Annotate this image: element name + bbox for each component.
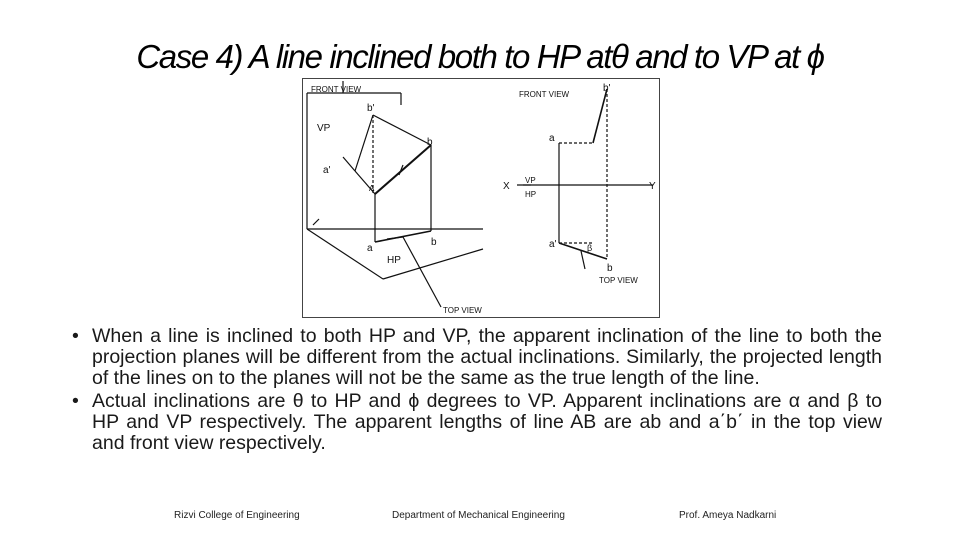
hp-label-right: HP [525, 190, 537, 199]
bullet-marker: • [72, 325, 79, 347]
pictorial-view [307, 81, 483, 307]
bullet-text: Actual inclinations are θ to HP and ϕ degrees to VP. Apparent inclinations are α and β to HP and VP respectively. The apparent lengths of line AB are ab and a΄b΄ in the top view and front view respectively. [92, 390, 882, 454]
top-view-label-left: TOP VIEW [443, 306, 482, 315]
top-view-label-right: TOP VIEW [599, 276, 638, 285]
vp-label-right: VP [525, 176, 536, 185]
front-view-right-line [593, 89, 607, 143]
b-left-upper: b [427, 137, 433, 148]
hp-plane-edge [307, 229, 383, 279]
projector-bprime [373, 115, 431, 145]
bullet-marker: • [72, 390, 79, 412]
footer-author: Prof. Ameya Nadkarni [679, 510, 777, 521]
a-left: a [367, 243, 373, 254]
front-view-label-left: FRONT VIEW [311, 85, 362, 94]
y-label: Y [649, 181, 656, 192]
bullet-item [72, 391, 882, 454]
a-prime-left: a' [323, 165, 331, 176]
front-view-line [355, 115, 373, 171]
top-view-pointer-right [581, 251, 585, 269]
tick-left [313, 219, 319, 225]
bullet-text: When a line is inclined to both HP and VP, the apparent inclination of the line to both the projection planes will be different from the actual inclinations. Similarly, the projected length of the lines on to the planes will not be the same as the true length of the line. [92, 325, 882, 389]
footer-college: Rizvi College of Engineering [174, 510, 300, 521]
vp-label-left: VP [317, 123, 331, 134]
projection-diagram [303, 79, 659, 317]
footer-department: Department of Mechanical Engineering [392, 510, 565, 521]
front-view-label-right: FRONT VIEW [519, 90, 570, 99]
true-line [375, 145, 431, 194]
top-view-line [375, 231, 431, 242]
b-prime-right: b' [603, 83, 611, 94]
x-label: X [503, 181, 510, 192]
a-prime-right: a' [549, 239, 557, 250]
projection-figure [302, 78, 660, 318]
slide-title: Case 4) A line inclined both to HP atθ and to VP at ϕ [136, 38, 824, 75]
bullet-item [72, 326, 882, 389]
b-prime-left: b' [367, 103, 375, 114]
bullet-list [72, 326, 882, 456]
b-right: b [607, 263, 613, 274]
hp-label-left: HP [387, 255, 401, 266]
orthographic-view [517, 89, 653, 269]
beta-right: β [587, 243, 593, 253]
top-view-right-line [559, 243, 607, 259]
a-right: a [549, 133, 555, 144]
A-left: A [369, 184, 375, 193]
b-left: b [431, 237, 437, 248]
angle-arc-1 [343, 157, 355, 171]
